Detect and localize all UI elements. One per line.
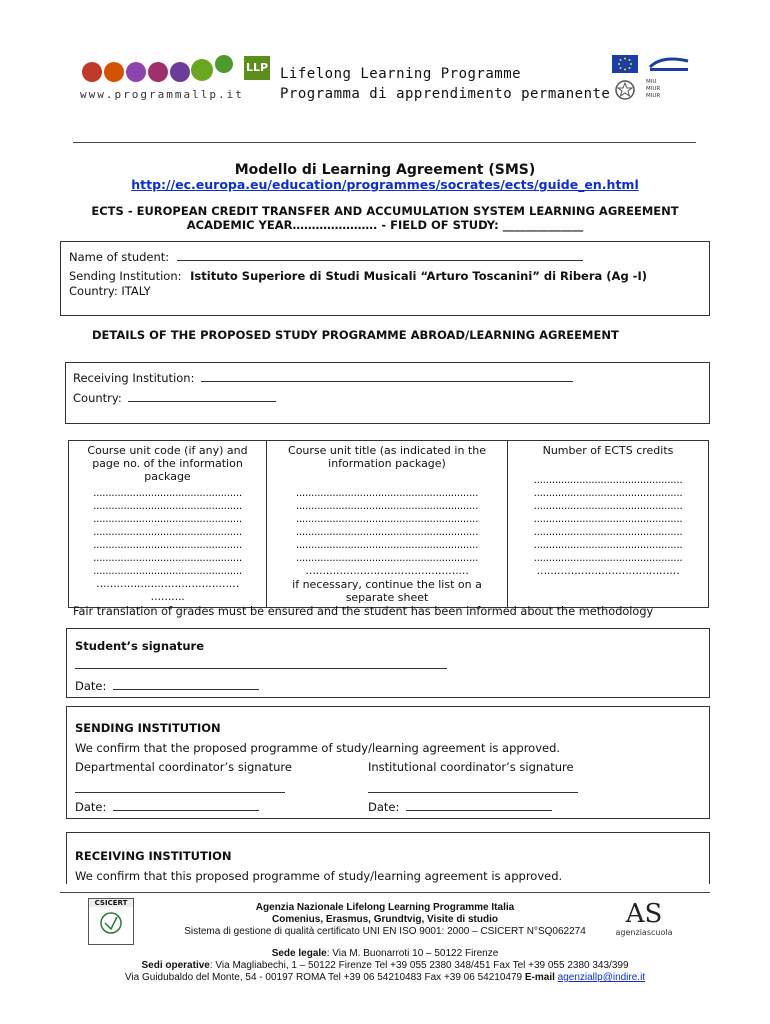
agency-certification: Sistema di gestione di qualità certificato UNI EN ISO 9001: 2000 – CSICERT N°SQ062274 xyxy=(184,926,586,937)
details-heading: DETAILS OF THE PROPOSED STUDY PROGRAMME ABROAD/LEARNING AGREEMENT xyxy=(92,328,619,342)
student-name-label: Name of student: xyxy=(69,250,170,264)
receiving-institution-label: Receiving Institution: xyxy=(73,371,195,385)
student-date-row xyxy=(75,679,259,693)
eu-flag-icon xyxy=(612,55,638,73)
course-table xyxy=(68,440,709,608)
receiving-confirm-text: We confirm that this proposed programme of study/learning agreement is approved. xyxy=(75,869,563,883)
sending-institution-label: Sending Institution: xyxy=(69,269,182,283)
ects-guide-link[interactable]: http://ec.europa.eu/education/programmes/socrates/ects/guide_en.html xyxy=(131,177,639,192)
sending-institution-box xyxy=(66,706,710,819)
student-country: Country: ITALY xyxy=(69,284,151,298)
sending-confirm-text: We confirm that the proposed programme of study/learning agreement is approved. xyxy=(75,741,561,755)
sending-institution-title: SENDING INSTITUTION xyxy=(75,721,221,735)
document-title: Modello di Learning Agreement (SMS) xyxy=(234,162,536,178)
student-date-field[interactable] xyxy=(113,679,259,690)
course-code-header: Course unit code (if any) and page no. of the information package xyxy=(87,444,248,483)
course-title-column xyxy=(267,441,508,608)
academic-year-field: ACADEMIC YEAR…………………. - FIELD OF STUDY: ______________ xyxy=(186,218,584,232)
csicert-logo: CSICERT xyxy=(88,898,134,945)
sending-institution-value: Istituto Superiore di Studi Musicali “Arturo Toscanini” di Ribera (Ag -I) xyxy=(190,269,647,283)
sending-date-field-2[interactable] xyxy=(406,800,552,811)
student-signature-field[interactable] xyxy=(75,668,447,669)
ects-credits-header: Number of ECTS credits xyxy=(542,444,674,457)
table-row xyxy=(69,441,709,608)
receiving-country-row xyxy=(73,391,276,405)
receiving-institution-field[interactable] xyxy=(201,371,573,382)
ects-heading: ECTS - EUROPEAN CREDIT TRANSFER AND ACCUMULATION SYSTEM LEARNING AGREEMENT xyxy=(91,204,679,218)
llp-url: www.programmallp.it xyxy=(80,88,244,101)
receiving-country-label: Country: xyxy=(73,391,122,405)
student-info-box xyxy=(60,241,710,316)
llp-logo-graphic xyxy=(80,52,260,92)
sedi-operative: Sedi operative: Via Magliabechi, 1 – 50122 Firenze Tel +39 055 2380 348/451 Fax Tel +39 055 2380 343/399 xyxy=(141,960,629,971)
receiving-institution-row xyxy=(73,371,573,385)
student-signature-title: Student’s signature xyxy=(75,639,205,653)
agency-name: Agenzia Nazionale Lifelong Learning Programme Italia xyxy=(255,902,515,913)
italian-emblem-icon xyxy=(614,78,636,102)
sending-date-row-1 xyxy=(75,800,259,814)
llp-badge: LLP xyxy=(244,56,270,80)
departmental-signature-field[interactable] xyxy=(75,792,285,793)
course-code-entries[interactable]: ................................................. ................................................. ................................................. ................................................. ................................................. ................................................. ................................................. …………………………………… ………. xyxy=(93,487,242,603)
header-divider xyxy=(73,142,696,143)
continue-note: if necessary, continue the list on a separate sheet xyxy=(292,578,482,604)
agency-programmes: Comenius, Erasmus, Grundtvig, Visite di studio xyxy=(272,914,498,925)
fair-translation-note: Fair translation of grades must be ensured and the student has been informed about the methodology xyxy=(73,605,654,618)
ects-credits-entries[interactable]: ................................................. ................................................. ................................................. ................................................. ................................................. ................................................. ................................................. …………………………………… xyxy=(533,474,683,577)
sending-date-label-2: Date: xyxy=(368,800,400,814)
departmental-signature-label: Departmental coordinator’s signature xyxy=(75,760,292,774)
course-code-column xyxy=(69,441,267,608)
footer-divider xyxy=(60,892,710,893)
receiving-country-field[interactable] xyxy=(128,391,276,402)
receiving-institution-title: RECEIVING INSTITUTION xyxy=(75,849,232,863)
institutional-signature-label: Institutional coordinator’s signature xyxy=(368,760,574,774)
llp-title-en: Lifelong Learning Programme xyxy=(280,66,522,82)
student-date-label: Date: xyxy=(75,679,107,693)
sending-date-field-1[interactable] xyxy=(113,800,259,811)
roma-address: Via Guidubaldo del Monte, 54 - 00197 ROMA Tel +39 06 54210483 Fax +39 06 54210479 E-mail agenziallp@indire.it xyxy=(124,972,646,983)
course-title-entries[interactable]: ............................................................ ............................................................ ............................................................ ............................................................ ............................................................ ............................................................ ………………………………………… xyxy=(295,487,479,577)
student-name-row xyxy=(69,250,583,264)
student-name-field[interactable] xyxy=(177,250,583,261)
institutional-signature-field[interactable] xyxy=(368,792,578,793)
sending-date-label-1: Date: xyxy=(75,800,107,814)
email-link[interactable]: agenziallp@indire.it xyxy=(557,972,646,983)
student-signature-box xyxy=(66,628,710,698)
receiving-institution-box xyxy=(66,832,710,884)
sending-institution-row xyxy=(69,269,647,283)
ects-credits-column xyxy=(508,441,709,608)
llp-title-it: Programma di apprendimento permanente xyxy=(280,86,611,102)
agenzia-scuola-logo: AS agenziascuola xyxy=(615,899,673,937)
lifelong-learning-logo-icon xyxy=(648,55,690,73)
sede-legale: Sede legale: Via M. Buonarroti 10 – 50122 Firenze xyxy=(271,948,499,959)
sending-date-row-2 xyxy=(368,800,552,814)
course-title-header: Course unit title (as indicated in the information package) xyxy=(288,444,486,470)
miur-label: MIU MIUR MIUR xyxy=(646,79,661,99)
receiving-info-box xyxy=(65,362,710,424)
